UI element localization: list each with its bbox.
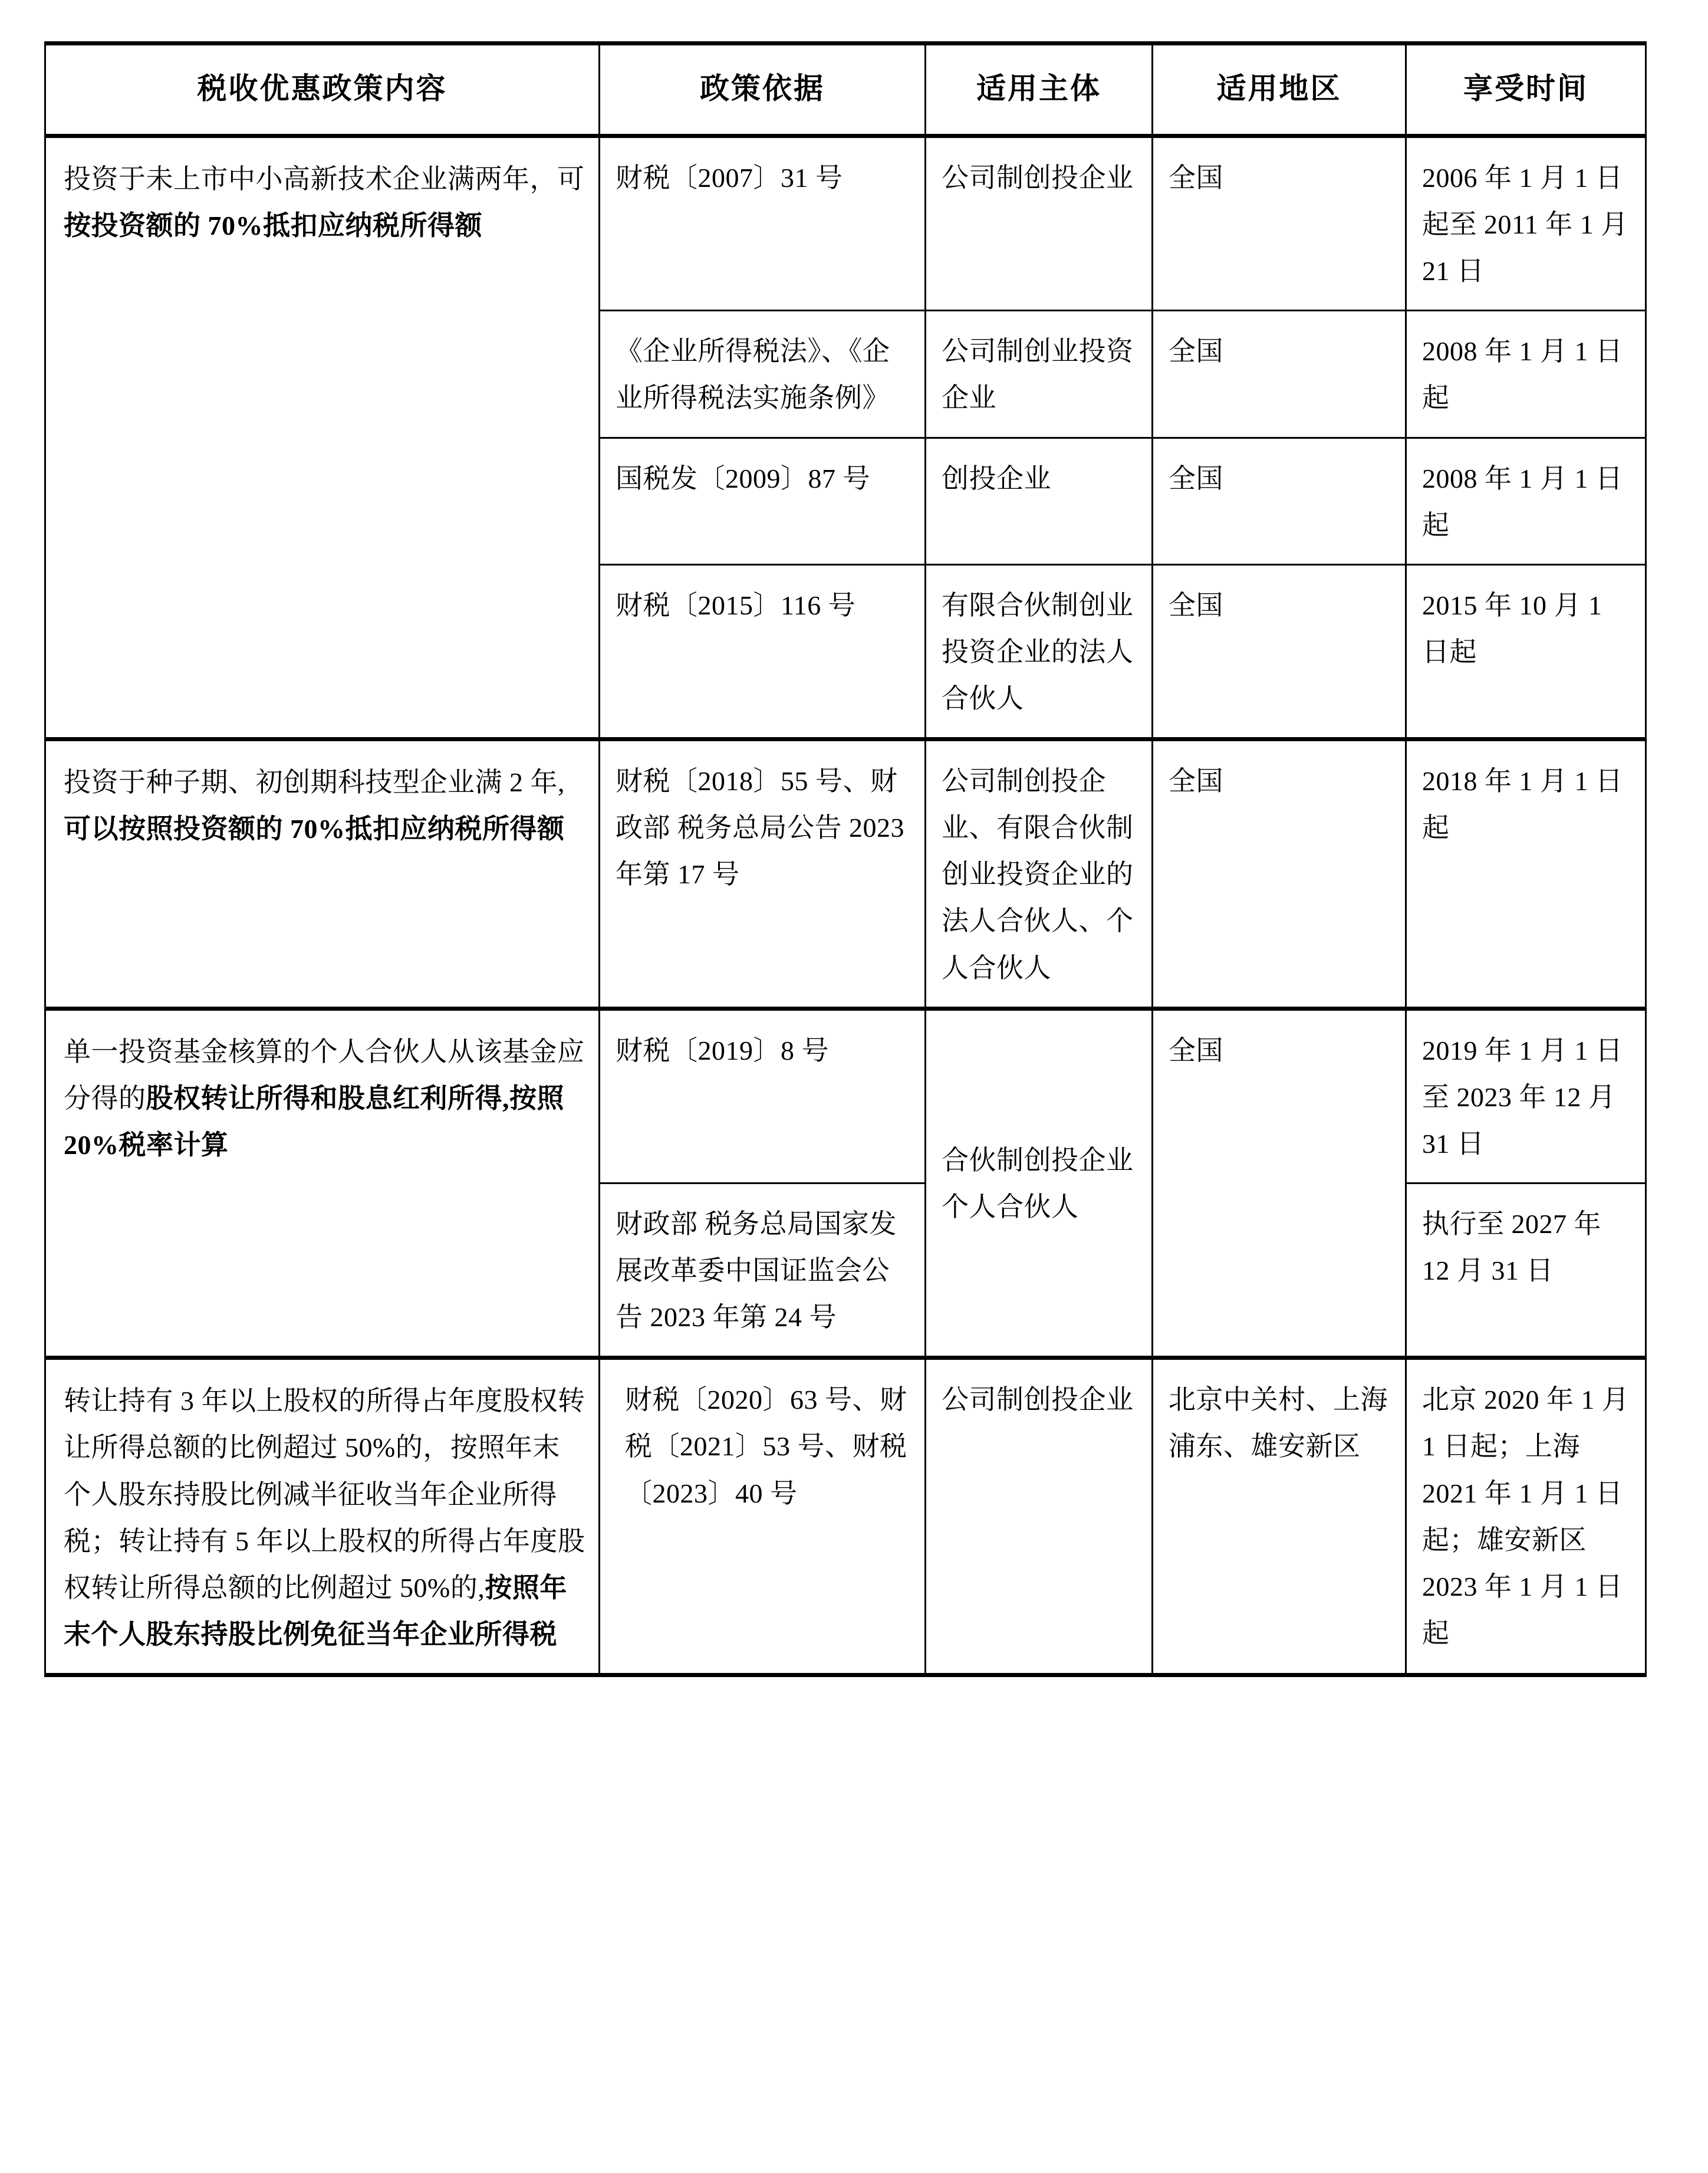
policy-content-normal: 单一投资基金核算的个人合伙人从该基金应分得的 — [64, 1036, 585, 1113]
table-row — [45, 1008, 1646, 1183]
table-row — [45, 136, 1646, 311]
policy-content-emphasis: 可以按照投资额的 70%抵扣应纳税所得额 — [64, 814, 565, 844]
policy-basis-cell: 财税〔2015〕116 号 — [600, 564, 926, 739]
applicable-subject-cell: 公司制创投企业 — [926, 136, 1153, 311]
policy-basis-cell: 国税发〔2009〕87 号 — [600, 438, 926, 564]
column-header-subject: 适用主体 — [926, 44, 1153, 136]
policy-content-emphasis: 按照年末个人股东持股比例免征当年企业所得税 — [64, 1572, 567, 1649]
policy-content-normal: 投资于种子期、初创期科技型企业满 2 年, — [64, 767, 565, 798]
policy-basis-cell: 财税〔2019〕8 号 — [600, 1008, 926, 1183]
benefit-period-cell: 北京 2020 年 1 月 1 日起；上海 2021 年 1 月 1 日起；雄安新区 2023 年 1 月 1 日起 — [1406, 1358, 1646, 1675]
applicable-region-cell: 全国 — [1153, 564, 1406, 739]
policy-basis-cell: 财税〔2020〕63 号、财税〔2021〕53 号、财税〔2023〕40 号 — [600, 1358, 926, 1675]
policy-content-emphasis: 股权转让所得和股息红利所得,按照 20%税率计算 — [64, 1083, 564, 1160]
policy-basis-cell: 财税〔2007〕31 号 — [600, 136, 926, 311]
table-body — [45, 136, 1646, 1675]
policy-basis-cell: 财税〔2018〕55 号、财政部 税务总局公告 2023 年第 17 号 — [600, 739, 926, 1009]
column-header-time: 享受时间 — [1406, 44, 1646, 136]
applicable-subject-cell: 公司制创业投资企业 — [926, 311, 1153, 438]
policy-basis-cell: 《企业所得税法》、《企业所得税法实施条例》 — [600, 311, 926, 438]
table-header — [45, 44, 1646, 136]
policy-content-normal: 转让持有 3 年以上股权的所得占年度股权转让所得总额的比例超过 50%的，按照年末个人股东持股比例减半征收当年企业所得税；转让持有 5 年以上股权的所得占年度股权转让所得总额的比例超过 50%的, — [64, 1386, 585, 1603]
applicable-region-cell: 北京中关村、上海浦东、雄安新区 — [1153, 1358, 1406, 1675]
header-row — [45, 44, 1646, 136]
applicable-region-cell: 全国 — [1153, 1008, 1406, 1358]
benefit-period-cell: 2008 年 1 月 1 日起 — [1406, 311, 1646, 438]
benefit-period-cell: 2018 年 1 月 1 日起 — [1406, 739, 1646, 1009]
policy-content-cell — [45, 1358, 600, 1675]
applicable-region-cell: 全国 — [1153, 136, 1406, 311]
benefit-period-cell: 2006 年 1 月 1 日起至 2011 年 1 月 21 日 — [1406, 136, 1646, 311]
policy-content-cell — [45, 136, 600, 739]
column-header-region: 适用地区 — [1153, 44, 1406, 136]
applicable-region-cell: 全国 — [1153, 739, 1406, 1009]
applicable-subject-cell: 有限合伙制创业投资企业的法人合伙人 — [926, 564, 1153, 739]
column-header-content: 税收优惠政策内容 — [45, 44, 600, 136]
policy-content-emphasis: 按投资额的 70%抵扣应纳税所得额 — [64, 211, 482, 241]
policy-content-cell — [45, 1008, 600, 1358]
benefit-period-cell: 2008 年 1 月 1 日起 — [1406, 438, 1646, 564]
applicable-subject-cell: 合伙制创投企业个人合伙人 — [926, 1008, 1153, 1358]
applicable-subject-cell: 公司制创投企业、有限合伙制创业投资企业的法人合伙人、个人合伙人 — [926, 739, 1153, 1009]
column-header-basis: 政策依据 — [600, 44, 926, 136]
tax-incentive-policy-table — [44, 41, 1647, 1677]
table-row — [45, 1358, 1646, 1675]
table-row — [45, 739, 1646, 1009]
policy-content-cell — [45, 739, 600, 1009]
benefit-period-cell: 执行至 2027 年 12 月 31 日 — [1406, 1183, 1646, 1357]
policy-content-normal: 投资于未上市中小高新技术企业满两年，可 — [64, 164, 585, 194]
applicable-subject-cell: 公司制创投企业 — [926, 1358, 1153, 1675]
policy-basis-cell: 财政部 税务总局国家发展改革委中国证监会公告 2023 年第 24 号 — [600, 1183, 926, 1357]
applicable-region-cell: 全国 — [1153, 438, 1406, 564]
benefit-period-cell: 2019 年 1 月 1 日至 2023 年 12 月 31 日 — [1406, 1008, 1646, 1183]
benefit-period-cell: 2015 年 10 月 1 日起 — [1406, 564, 1646, 739]
applicable-region-cell: 全国 — [1153, 311, 1406, 438]
applicable-subject-cell: 创投企业 — [926, 438, 1153, 564]
